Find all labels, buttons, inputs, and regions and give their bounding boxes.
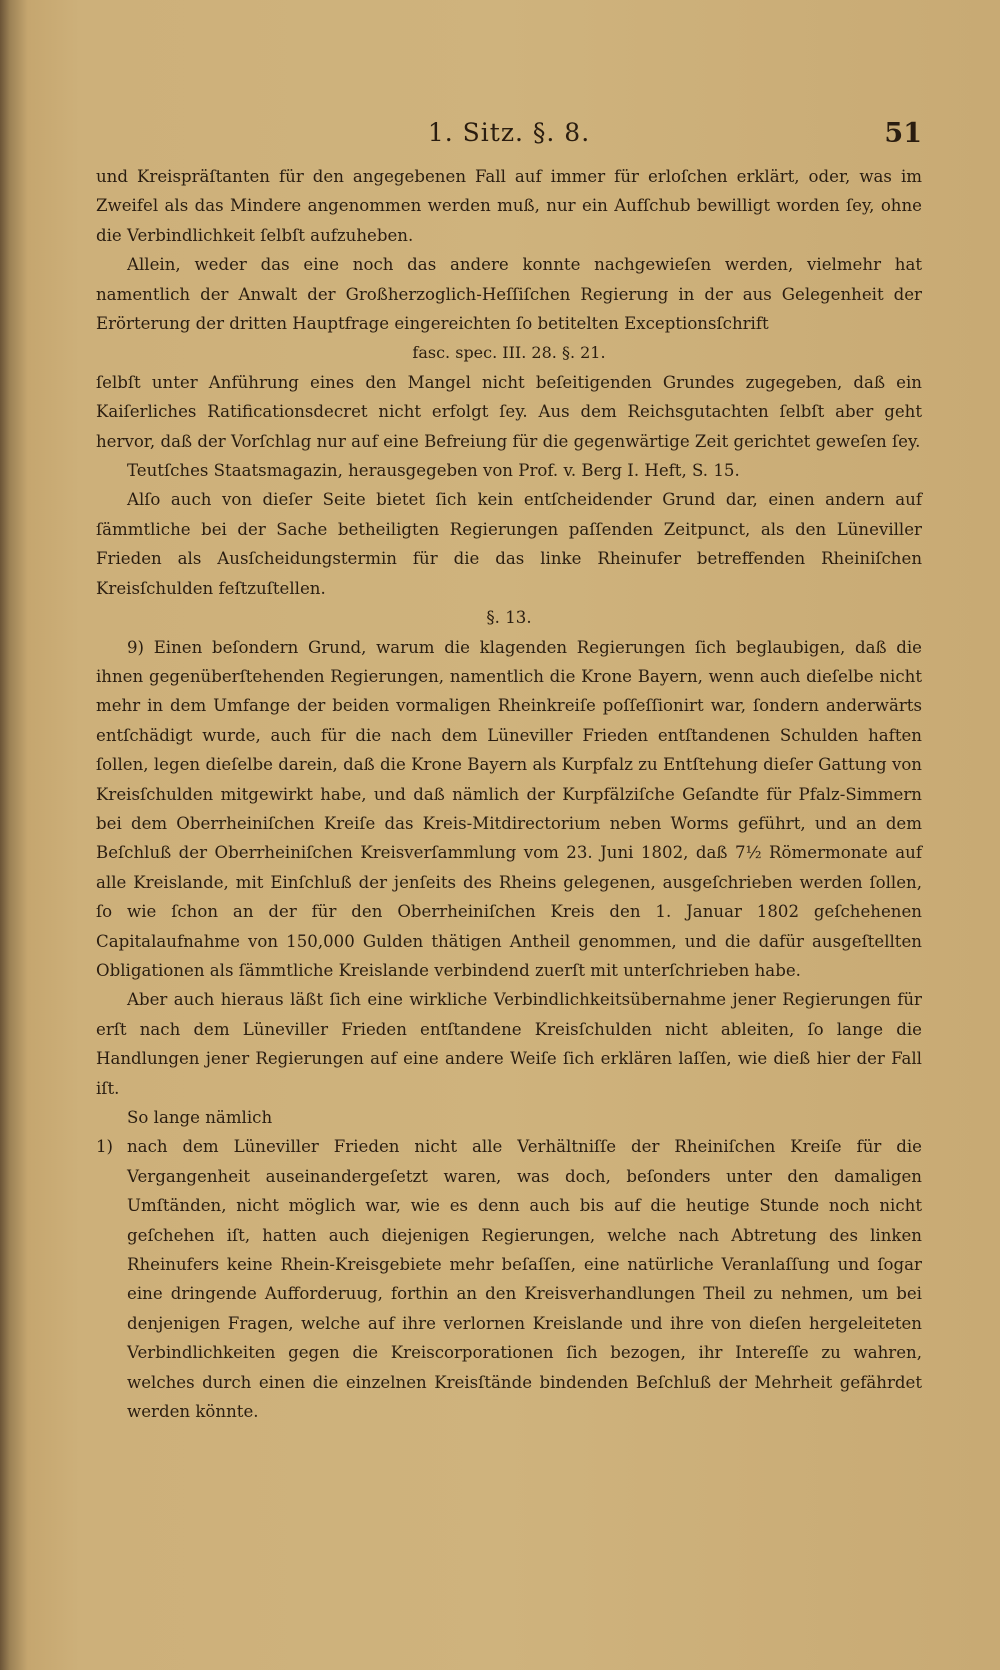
- list-item-1: [96, 1132, 922, 1426]
- paragraph-also: Alſo auch von dieſer Seite bietet ſich kein entſcheidender Grund dar, einen andern auf ſämmtliche bei der Sache betheiligten Regierungen paſſenden Zeitpunct, als den Lüneviller Frieden als Ausſcheidungstermin für die das linke Rheinufer betreffenden Rheiniſchen Kreisſchulden feſtzuſtellen.: [96, 490, 922, 598]
- page-header: [96, 118, 922, 148]
- page-number: 51: [884, 118, 922, 149]
- list-item-text: nach dem Lüneviller Frieden nicht alle Verhältniſſe der Rheiniſchen Kreiſe für die Vergangenheit auseinandergeſetzt waren, was doch, beſonders unter den damaligen Umſtänden, nicht möglich war, wie es denn auch bis auf die heutige Stunde noch nicht geſchehen iſt, hatten auch diejenigen Regierungen, welche nach Abtretung des linken Rheinufers keine Rhein-Kreisgebiete mehr beſaſſen, eine natürliche Veranlaſſung und ſogar eine dringende Aufforderuug, forthin an den Kreisverhandlungen Theil zu nehmen, um bei denjenigen Fragen, welche auf ihre verlornen Kreislande und ihre von dieſen hergeleiteten Verbindlichkeiten gegen die Kreiscorporationen ſich bezogen, ihr Intereſſe zu wahren, welches durch einen die einzelnen Kreisſtände bindenden Beſchluß der Mehrheit gefährdet werden könnte.: [127, 1137, 922, 1422]
- paragraph-selbst: ſelbſt unter Anführung eines den Mangel nicht beſeitigenden Grundes zugegeben, daß ein Kaiſerliches Ratificationsdecret nicht erfolgt ſey. Aus dem Reichsgutachten ſelbſt aber geht hervor, daß der Vorſchlag nur auf eine Befreiung für die gegenwärtige Zeit gerichtet geweſen ſey.: [96, 372, 922, 451]
- paragraph-aber: Aber auch hieraus läßt ſich eine wirkliche Verbindlichkeitsübernahme jener Regierungen für erſt nach dem Lüneviller Frieden entſtandene Kreisſchulden nicht ableiten, ſo lange die Handlungen jener Regierungen auf eine andere Weiſe ſich erklären laſſen, wie dieß hier der Fall iſt.: [96, 990, 922, 1098]
- paragraph-continuation: und Kreispräſtanten für den angegebenen Fall auf immer für erloſchen erklärt, oder, was im Zweifel als das Mindere angenommen werden muß, nur ein Aufſchub bewilligt worden ſey, ohne die Verbindlichkeit ſelbſt aufzuheben.: [96, 167, 922, 245]
- page-body: [96, 162, 922, 1426]
- section-heading: §. 13.: [486, 608, 532, 628]
- citation-fasc: fasc. spec. III. 28. §. 21.: [412, 343, 606, 363]
- paragraph-point-9: 9) Einen beſondern Grund, warum die klagenden Regierungen ſich beglaubigen, daß die ihnen gegenüberſtehenden Regierungen, namentlich die Krone Bayern, wenn auch dieſelbe nicht mehr in dem Umfange der beiden vormaligen Rheinkreiſe poſſeſſionirt war, ſondern anderwärts entſchädigt wurde, auch für die nach dem Lüneviller Frieden entſtandenen Schulden haften ſollen, legen dieſelbe darein, daß die Krone Bayern als Kurpfalz zu Entſtehung dieſer Gattung von Kreisſchulden mitgewirkt habe, und daß nämlich der Kurpfälziſche Geſandte für Pfalz-Simmern bei dem Oberrheiniſchen Kreiſe das Kreis-Mitdirectorium neben Worms geführt, und an dem Beſchluß der Oberrheiniſchen Kreisverſammlung vom 23. Juni 1802, daß 7½ Römermonate auf alle Kreislande, mit Einſchluß der jenſeits des Rheins gelegenen, ausgeſchrieben werden ſollen, ſo wie ſchon an der für den Oberrheiniſchen Kreis den 1. Januar 1802 geſchehenen Capitalaufnahme von 150,000 Gulden thätigen Antheil genommen, und die dafür ausgeſtellten Obligationen als ſämmtliche Kreislande verbindend zuerſt mit unterſchrieben habe.: [96, 637, 922, 980]
- running-head: 1. Sitz. §. 8.: [427, 118, 591, 147]
- list-item-number: 1): [96, 1137, 114, 1157]
- citation-staatsmagazin: Teutſches Staatsmagazin, herausgegeben von Prof. v. Berg I. Heft, S. 15.: [127, 461, 740, 481]
- paragraph-so-lange: So lange nämlich: [127, 1108, 273, 1127]
- paragraph-allein: Allein, weder das eine noch das andere konnte nachgewieſen werden, vielmehr hat namentlich der Anwalt der Großherzoglich-Heſſiſchen Regierung in der aus Gelegenheit der Erörterung der dritten Hauptfrage eingereichten ſo betitelten Exceptionsſchrift: [96, 255, 922, 334]
